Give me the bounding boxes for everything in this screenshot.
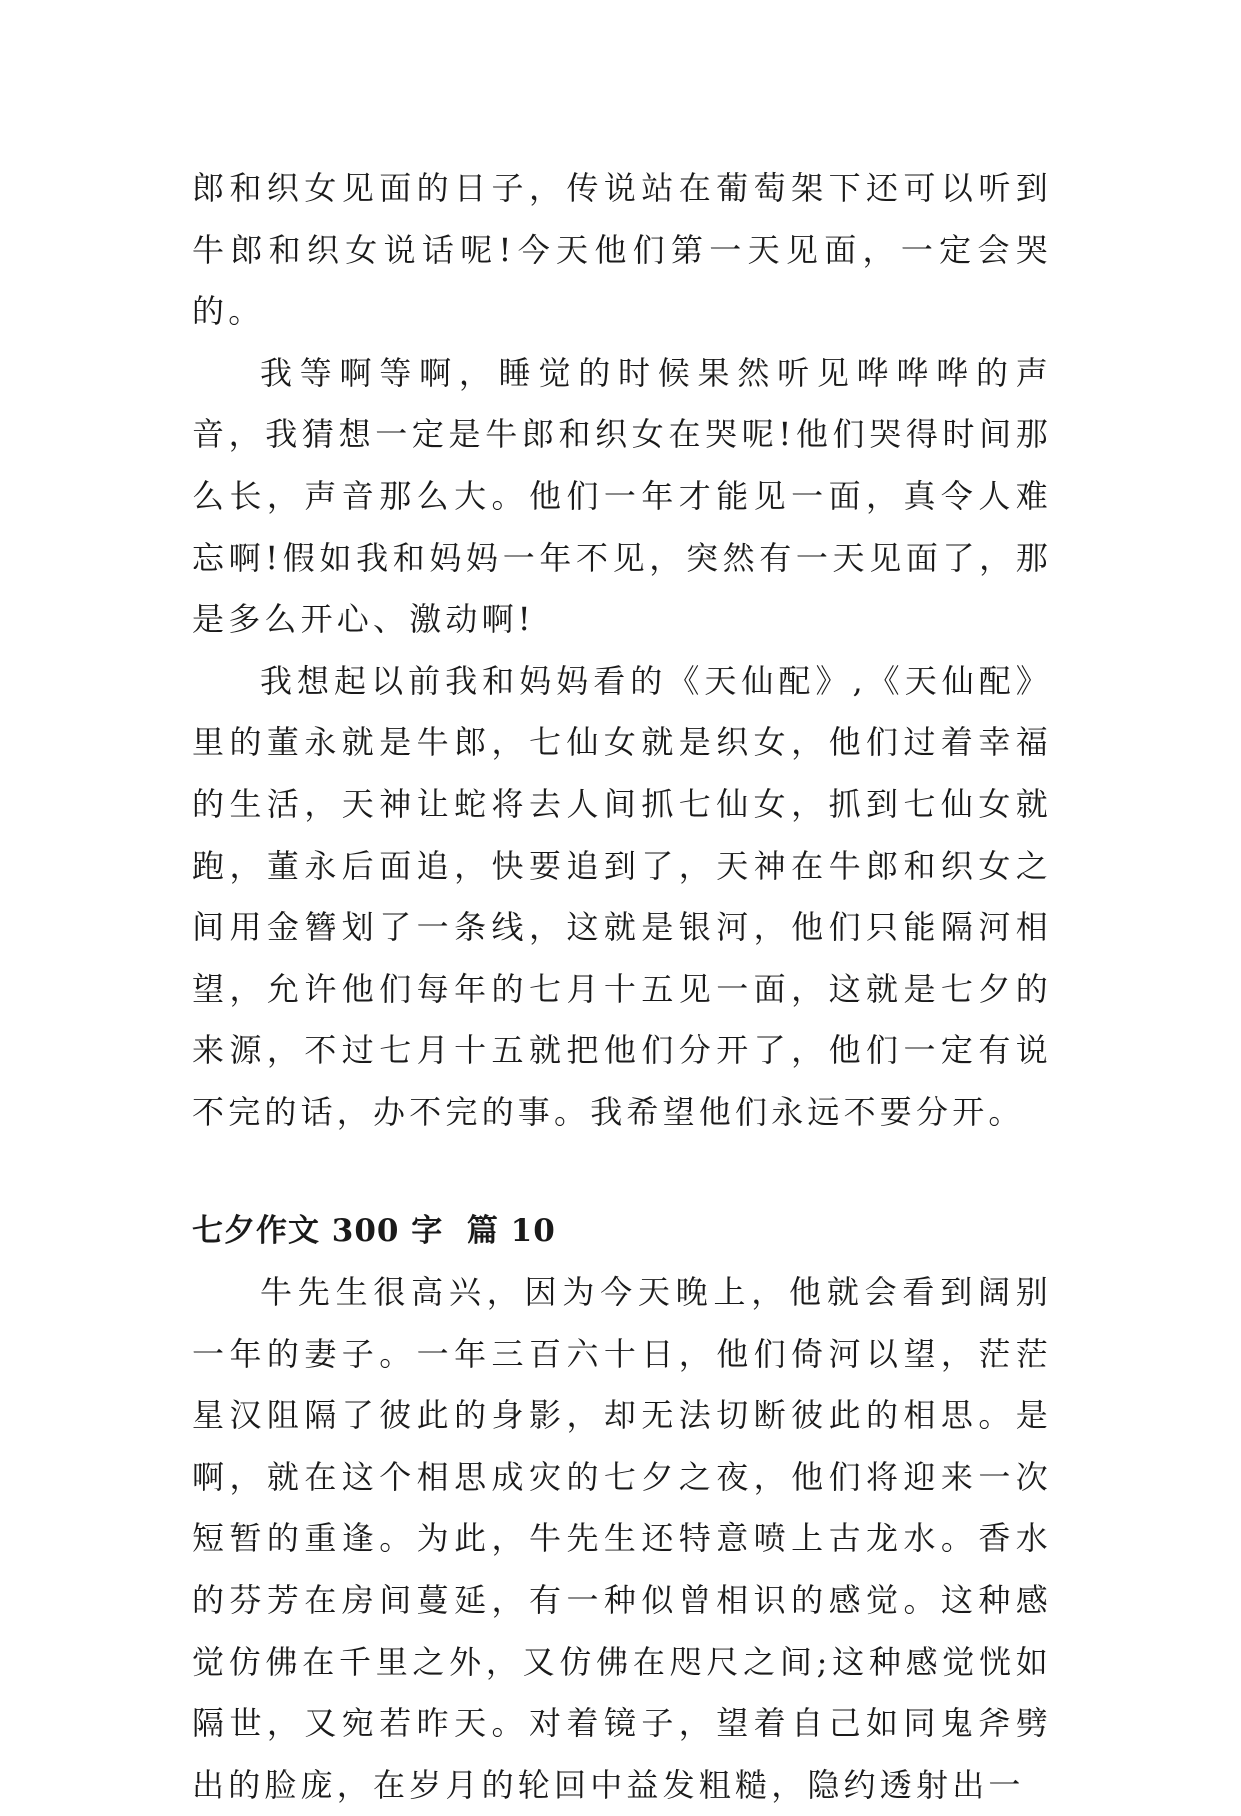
paragraph-continued: 郎和织女见面的日子，传说站在葡萄架下还可以听到牛郎和织女说话呢!今天他们第一天见面，一定会哭的。 [192, 169, 1052, 331]
section-heading: 七夕作文 300 字 篇 10 [192, 1212, 556, 1249]
paragraph: 我等啊等啊，睡觉的时候果然听见哗哗哗的声音，我猜想一定是牛郎和织女在哭呢!他们哭得时间那么长，声音那么大。他们一年才能见一面，真令人难忘啊!假如我和妈妈一年不见，突然有一天见面了，那是多么开心、激动啊! [192, 353, 1052, 639]
document-body [192, 158, 1052, 1816]
paragraph: 牛先生很高兴，因为今天晚上，他就会看到阔别一年的妻子。一年三百六十日，他们倚河以望，茫茫星汉阻隔了彼此的身影，却无法切断彼此的相思。是啊，就在这个相思成灾的七夕之夜，他们将迎来一次短暂的重逢。为此，牛先生还特意喷上古龙水。香水的芬芳在房间蔓延，有一种似曾相识的感觉。这种感觉仿佛在千里之外，又仿佛在咫尺之间;这种感觉恍如隔世，又宛若昨天。对着镜子，望着自己如同鬼斧劈出的脸庞，在岁月的轮回中益发粗糙，隐约透射出一 [192, 1273, 1052, 1804]
paragraph: 我想起以前我和妈妈看的《天仙配》,《天仙配》里的董永就是牛郎，七仙女就是织女，他们过着幸福的生活，天神让蛇将去人间抓七仙女，抓到七仙女就跑，董永后面追，快要追到了，天神在牛郎和织女之间用金簪划了一条线，这就是银河，他们只能隔河相望，允许他们每年的七月十五见一面，这就是七夕的来源，不过七月十五就把他们分开了，他们一定有说不完的话，办不完的事。我希望他们永远不要分开。 [192, 661, 1052, 1131]
